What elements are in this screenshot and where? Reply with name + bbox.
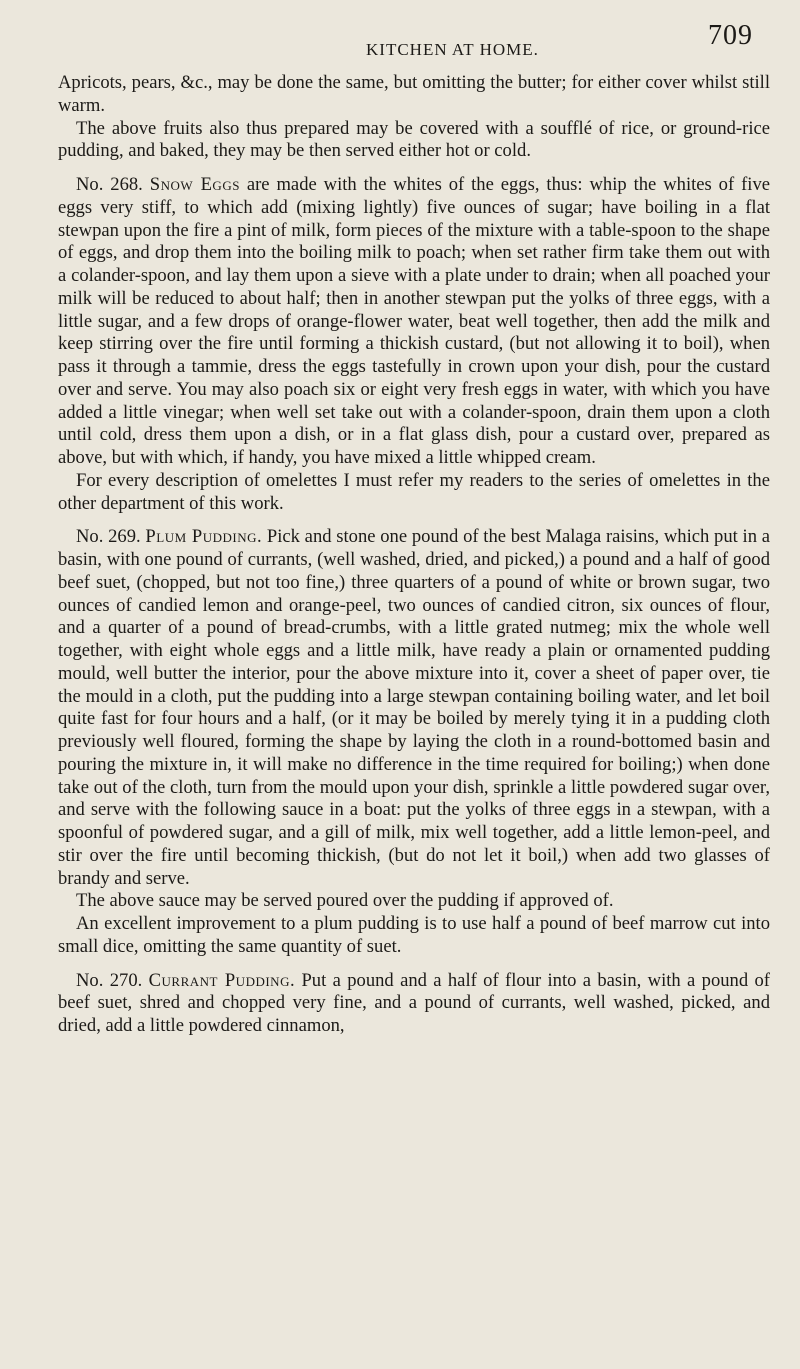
- recipe-270: [58, 970, 770, 1038]
- paragraph-fruits: The above fruits also thus prepared may be covered with a soufflé of rice, or ground-rice pudding, and baked, they may be then served either hot or cold.: [58, 117, 770, 162]
- recipe-text: Put a pound and a half of flour into a basin, with a pound of beef suet, shred and chopped very fine, and a pound of currants, well washed, picked, and dried, add a little powdered cinnamon,: [58, 969, 770, 1036]
- page-body: [58, 72, 770, 1038]
- recipe-269: [58, 526, 770, 890]
- recipe-text: Pick and stone one pound of the best Malaga raisins, which put in a basin, with one pound of currants, (well washed, dried, and picked,) a pound and a half of good beef suet, (chopped, but not too fine,) three quarters of a pound of white or brown sugar, two ounces of candied lemon and orange-peel, two ounces of candied citron, six ounces of flour, and a quarter of a pound of bread-crumbs, with a little grated nutmeg; mix the whole well together, with eight whole eggs and a little milk, have ready a plain or ornamented pudding mould, well butter the interior, pour the above mixture into it, cover a sheet of paper over, tie the mould in a cloth, put the pudding into a large stewpan containing boiling water, and let boil quite fast for four hours and a half, (or it may be boiled by merely tying it in a pudding cloth previously well floured, forming the shape by laying the cloth in a round-bottomed basin and pouring the mixture in, it will make no difference in the time required for boiling;) when done take out of the cloth, turn from the mould upon your dish, sprinkle a little powdered sugar over, and serve with the following sauce in a boat: put the yolks of three eggs in a stewpan, with a spoonful of powdered sugar, and a gill of milk, mix well together, add a little lemon-peel, and stir over the fire until becoming thickish, (but do not let it boil,) when add two glasses of brandy and serve.: [58, 526, 771, 889]
- paragraph-omelettes: For every description of omelettes I must refer my readers to the series of omelettes in the other department of this work.: [58, 469, 770, 514]
- recipe-number: No. 270.: [76, 969, 143, 991]
- paragraph-improvement: An excellent improvement to a plum pudding is to use half a pound of beef marrow cut into small dice, omitting the same quantity of suet.: [58, 913, 770, 957]
- recipe-text: are made with the whites of the eggs, thus: whip the whites of five eggs very stiff, to which add (mixing lightly) five ounces of sugar; have boiling in a flat stewpan upon the fire a pint of milk, form pieces of the mixture with a table-spoon to the shape of eggs, and drop them into the boiling milk to poach; when set rather firm take them out with a colander-spoon, and lay them upon a sieve with a plate under to drain; when all poached your milk will be reduced to about half; then in another stewpan put the yolks of three eggs, with a little sugar, and a few drops of orange-flower water, beat well together, then add the milk and keep stirring over the fire until forming a thickish custard, (but not allowing it to boil), when pass it through a tammie, dress the eggs tastefully in crown upon your dish, pour the custard over and serve. You may also poach six or eight very fresh eggs in water, with which you have added a little vinegar; when well set take out with a colander-spoon, drain them upon a cloth until cold, dress them upon a dish, or in a flat glass dish, pour a custard over, prepared as above, but with which, if handy, you have mixed a little whipped cream.: [58, 174, 770, 468]
- recipe-title: Snow Eggs: [149, 174, 240, 195]
- recipe-title: Currant Pudding.: [148, 969, 296, 991]
- paragraph-sauce: The above sauce may be served poured over the pudding if approved of.: [76, 890, 614, 912]
- recipe-title: Plum Pudding.: [145, 526, 263, 548]
- recipe-number: No. 269.: [76, 526, 141, 548]
- page-number: 709: [708, 20, 753, 51]
- paragraph-apricots: Apricots, pears, &c., may be done the same, but omitting the butter; for either cover whilst still warm.: [58, 72, 770, 116]
- recipe-number: No. 268.: [76, 174, 143, 195]
- running-head: KITCHEN AT HOME.: [366, 40, 539, 59]
- recipe-268: [58, 174, 770, 470]
